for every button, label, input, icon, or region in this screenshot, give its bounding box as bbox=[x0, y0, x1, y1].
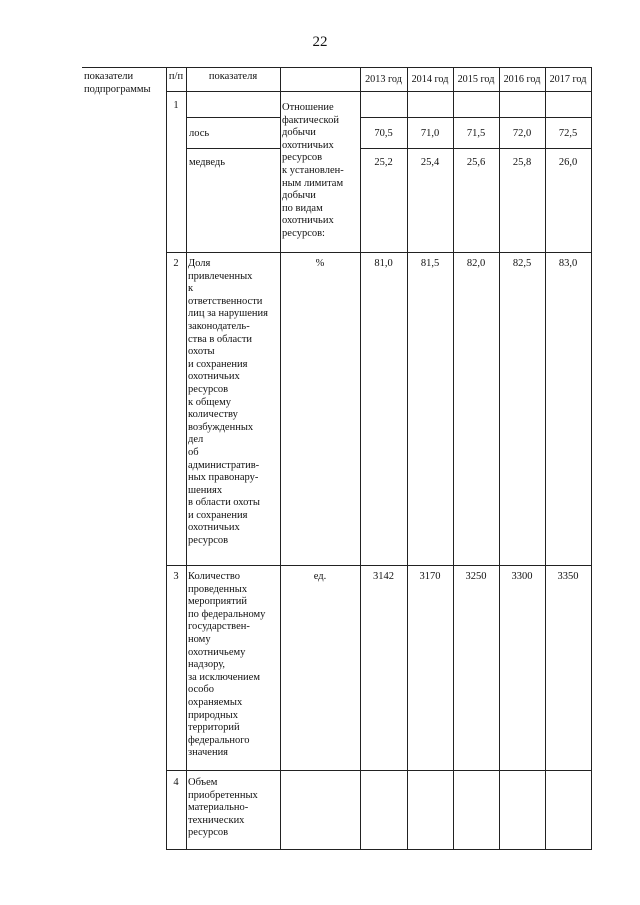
table-value: 3170 bbox=[419, 571, 441, 582]
sub-indicator-name: лось bbox=[189, 128, 210, 139]
table-value: 72,5 bbox=[558, 128, 578, 139]
column-line bbox=[499, 67, 500, 850]
header-subprogram-indicators: показатели подпрограммы bbox=[84, 71, 151, 95]
indicator-unit: ед. bbox=[313, 571, 327, 582]
table-value: 3300 bbox=[511, 571, 533, 582]
column-line bbox=[545, 67, 546, 850]
header-divider bbox=[166, 91, 591, 92]
column-line bbox=[453, 67, 454, 850]
table-value: 25,2 bbox=[374, 157, 393, 168]
row-number: 3 bbox=[173, 571, 179, 582]
column-line bbox=[360, 67, 361, 850]
column-line bbox=[407, 67, 408, 850]
header-indicator: показателя bbox=[208, 71, 258, 82]
table-value: 83,0 bbox=[558, 258, 578, 269]
column-line bbox=[591, 67, 592, 850]
page-number: 22 bbox=[312, 34, 328, 50]
row-divider-1 bbox=[166, 252, 591, 253]
table-border-top bbox=[82, 67, 591, 68]
column-line bbox=[166, 67, 167, 850]
header-year: 2013 год bbox=[365, 74, 402, 85]
row1-sub-divider-b bbox=[360, 148, 591, 149]
row1-values-divider bbox=[360, 117, 591, 118]
table-value: 25,6 bbox=[466, 157, 486, 168]
sub-indicator-name: медведь bbox=[189, 157, 226, 168]
table-value: 71,0 bbox=[420, 128, 440, 139]
table-value: 70,5 bbox=[374, 128, 393, 139]
row-divider-2 bbox=[166, 565, 591, 566]
column-line bbox=[280, 67, 281, 850]
header-year: 2014 год bbox=[411, 74, 449, 85]
row1-sub-divider-a bbox=[186, 148, 280, 149]
table-value: 81,0 bbox=[374, 258, 393, 269]
table-border-bottom bbox=[166, 849, 591, 850]
table-value: 3250 bbox=[465, 571, 487, 582]
table-value: 25,4 bbox=[420, 157, 440, 168]
table-value: 82,5 bbox=[512, 258, 532, 269]
table-value: 3350 bbox=[557, 571, 579, 582]
row-number: 1 bbox=[173, 100, 179, 111]
header-year: 2016 год bbox=[503, 74, 541, 85]
table-value: 72,0 bbox=[512, 128, 532, 139]
indicator-name: Объем приобретенных материально- технических ресурсов bbox=[188, 777, 258, 839]
row-number: 4 bbox=[173, 777, 179, 788]
row1-title-divider bbox=[186, 117, 280, 118]
table-value: 25,8 bbox=[512, 157, 532, 168]
table-value: 26,0 bbox=[558, 157, 578, 168]
row-unit-text: Отношение фактической добычи охотничьих ресурсов к установлен- ным лимитам добычи по видам охотничьих ресурсов: bbox=[282, 102, 344, 239]
row-divider-3 bbox=[166, 770, 591, 771]
indicator-name: Доля привлеченных к ответственности лиц за нарушения законодатель- ства в области охоты и сохранения охотничьих ресурсов к общему количеству возбужденных дел об административ- ных правонару- шениях в области охоты и сохранения охотничьих ресурсов bbox=[188, 258, 268, 547]
column-line bbox=[186, 67, 187, 850]
header-year: 2017 год bbox=[549, 74, 587, 85]
table-value: 71,5 bbox=[466, 128, 486, 139]
table-value: 81,5 bbox=[420, 258, 440, 269]
header-item-number: п/п bbox=[168, 71, 184, 82]
header-year: 2015 год bbox=[457, 74, 495, 85]
indicator-unit: % bbox=[315, 258, 325, 269]
table-value: 82,0 bbox=[466, 258, 486, 269]
indicator-name: Количество проведенных мероприятий по федеральному государствен- ному охотничьему надзору, за исключением особо охраняемых природных территорий федерального значения bbox=[188, 571, 266, 759]
row-number: 2 bbox=[173, 258, 179, 269]
table-value: 3142 bbox=[373, 571, 394, 582]
